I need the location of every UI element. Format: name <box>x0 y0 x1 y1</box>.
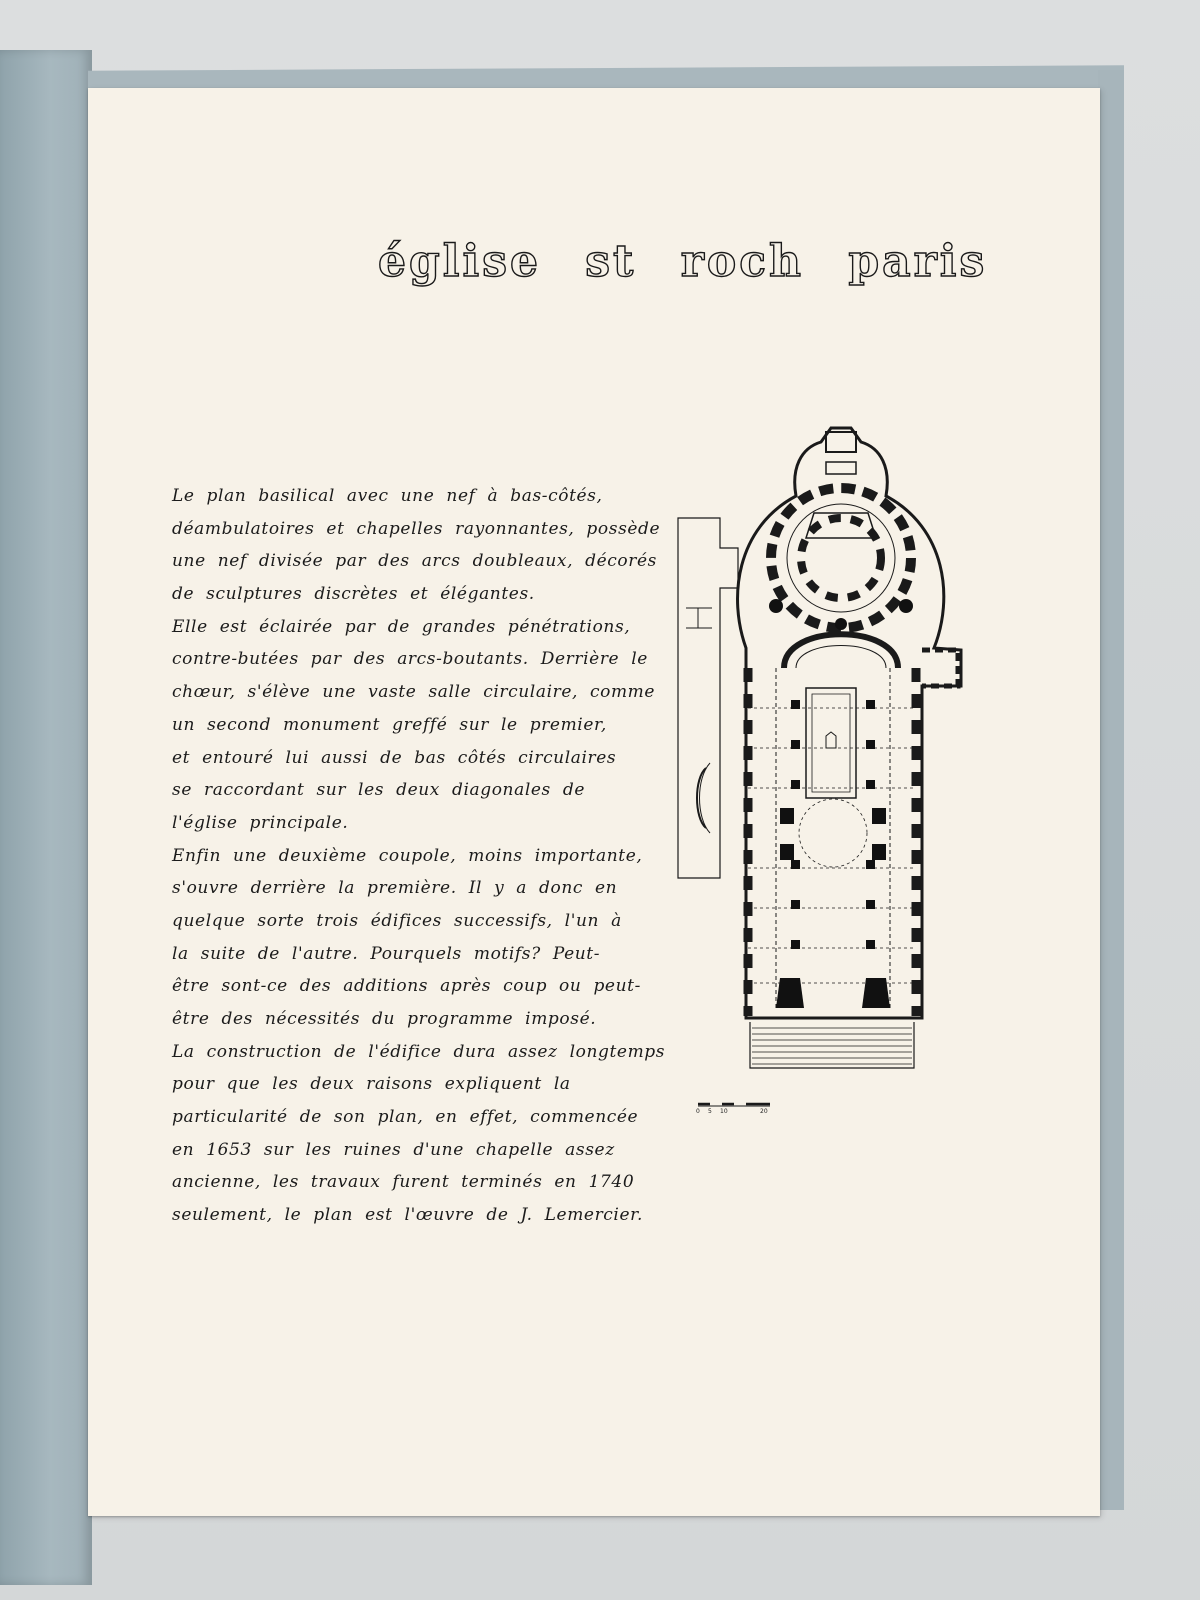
text-line: ancienne, les travaux furent terminés en 1740 <box>172 1172 635 1193</box>
text-line: chœur, s'élève une vaste salle circulaire, comme <box>172 682 656 703</box>
text-line: contre-butées par des arcs-boutants. Derrière le <box>172 649 648 670</box>
text-line: Enfin une deuxième coupole, moins importante, <box>172 845 643 866</box>
text-line: être des nécessités du programme imposé. <box>172 1009 597 1029</box>
text-line: en 1653 sur les ruines d'une chapelle assez <box>172 1139 615 1160</box>
page-title: église st roch paris <box>378 236 988 287</box>
scale-label-5: 5 <box>708 1108 712 1115</box>
folder-cover-right <box>1098 70 1124 1510</box>
scale-bar <box>694 1094 774 1120</box>
scale-label-0: 0 <box>696 1108 700 1115</box>
text-line: Elle est éclairée par de grandes pénétrations, <box>172 616 631 637</box>
text-line: se raccordant sur les deux diagonales de <box>172 780 585 801</box>
text-line: déambulatoires et chapelles rayonnantes, possède <box>172 518 661 539</box>
text-line: être sont-ce des additions après coup ou peut- <box>172 976 641 997</box>
document-page <box>88 88 1100 1516</box>
text-line: un second monument greffé sur le premier, <box>172 714 607 735</box>
text-line: s'ouvre derrière la première. Il y a donc en <box>172 878 618 899</box>
floor-plan-drawing <box>676 418 976 1088</box>
text-line: de sculptures discrètes et élégantes. <box>172 584 535 605</box>
text-line: quelque sorte trois édifices successifs, l'un à <box>172 910 622 931</box>
text-line: et entouré lui aussi de bas côtés circulaires <box>172 747 617 768</box>
text-line: La construction de l'édifice dura assez longtemps <box>172 1041 666 1062</box>
scale-label-20: 20 <box>760 1108 768 1115</box>
text-line: particularité de son plan, en effet, commencée <box>172 1107 639 1128</box>
text-line: une nef divisée par des arcs doubleaux, décorés <box>172 551 657 572</box>
text-line: Le plan basilical avec une nef à bas-côtés, <box>172 486 603 506</box>
text-line: pour que les deux raisons expliquent la <box>172 1074 571 1095</box>
scale-label-10: 10 <box>720 1108 728 1115</box>
text-line: la suite de l'autre. Pourquels motifs? Peut- <box>172 943 601 964</box>
handwritten-text <box>172 480 732 1232</box>
text-line: seulement, le plan est l'œuvre de J. Lemercier. <box>172 1205 643 1226</box>
folder-cover-left <box>0 50 92 1585</box>
text-line: l'église principale. <box>172 812 349 833</box>
